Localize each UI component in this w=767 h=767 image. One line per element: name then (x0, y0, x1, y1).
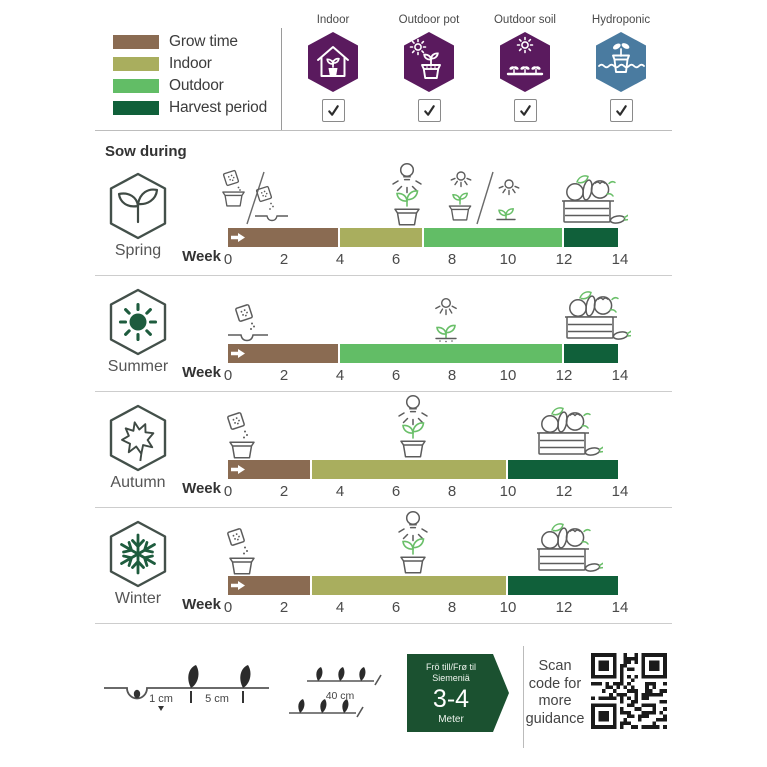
week-tick: 14 (611, 599, 629, 616)
section-separator (95, 130, 672, 131)
legend-label: Indoor (169, 54, 212, 72)
plant-spacing-label: 5 cm (205, 693, 229, 705)
badge-line2: Siemeniä (432, 673, 470, 683)
week-ticks (223, 367, 629, 385)
week-tick: 2 (279, 251, 289, 268)
segment-harvest (564, 344, 618, 363)
sowing-method-outdoor-soil (483, 14, 567, 122)
week-label: Week (182, 248, 221, 265)
plant-leaf-icon (188, 665, 198, 688)
week-tick: 6 (391, 599, 401, 616)
checkmark-icon (422, 103, 437, 118)
sowing-depth-label: 1 cm (149, 693, 173, 705)
method-checkbox[interactable] (610, 99, 633, 122)
week-tick: 0 (223, 599, 233, 616)
season-row-autumn (95, 392, 672, 508)
sow-pot-icon (225, 527, 259, 575)
season-label: Spring (114, 242, 162, 259)
week-tick: 4 (335, 367, 345, 384)
week-tick: 6 (391, 483, 401, 500)
week-tick: 0 (223, 483, 233, 500)
method-checkbox[interactable] (418, 99, 441, 122)
season-icon (107, 520, 169, 588)
legend-swatch-outdoor (113, 79, 159, 93)
legend-item-harvest-period (113, 100, 267, 115)
sow-pot-or-soil-icon (222, 169, 290, 227)
method-label: Indoor (316, 14, 350, 26)
bulb-pot-icon (393, 509, 433, 575)
sow-soil-icon (226, 303, 270, 343)
legend-item-outdoor (113, 78, 267, 93)
badge-unit: Meter (438, 714, 464, 725)
legend-swatch-indoor (113, 57, 159, 71)
harvest-crate-icon (525, 403, 603, 459)
method-hexagon-icon (497, 31, 553, 93)
method-hexagon-icon (401, 31, 457, 93)
week-tick: 2 (279, 599, 289, 616)
season-icon (107, 404, 169, 472)
legend-swatch-grow-time (113, 35, 159, 49)
season-icon (107, 172, 169, 240)
week-tick: 10 (499, 251, 517, 268)
week-tick: 0 (223, 367, 233, 384)
season-row-spring (95, 160, 672, 276)
season-label: Autumn (110, 474, 166, 491)
legend-label: Harvest period (169, 98, 267, 116)
week-tick: 8 (447, 483, 457, 500)
week-tick: 6 (391, 367, 401, 384)
checkmark-icon (326, 103, 341, 118)
week-tick: 8 (447, 367, 457, 384)
week-tick: 6 (391, 251, 401, 268)
segment-indoor (312, 576, 506, 595)
depth-arrow-icon (158, 706, 164, 711)
badge-line1: Frö till/Frø til (426, 662, 476, 672)
week-tick: 2 (279, 483, 289, 500)
week-tick: 12 (555, 251, 573, 268)
segment-indoor (340, 228, 422, 247)
sun-pot-or-soil-icon (446, 169, 530, 227)
sowing-method-outdoor-pot (387, 14, 471, 122)
method-label: Hydroponic (591, 14, 651, 26)
bulb-pot-icon (387, 161, 427, 227)
method-label: Outdoor pot (398, 14, 460, 26)
timeline-bar (228, 460, 620, 479)
legend-item-grow-time (113, 34, 267, 49)
method-checkbox[interactable] (514, 99, 537, 122)
qr-code (584, 646, 674, 736)
week-tick: 14 (611, 483, 629, 500)
week-tick: 14 (611, 251, 629, 268)
seed-coverage-badge (407, 654, 509, 732)
timeline-events (228, 276, 620, 343)
week-tick: 12 (555, 599, 573, 616)
checkmark-icon (614, 103, 629, 118)
season-row-summer (95, 276, 672, 392)
sun-soil-icon (423, 295, 469, 343)
harvest-crate-icon (550, 171, 628, 227)
timeline-bar (228, 228, 620, 247)
segment-harvest (508, 576, 618, 595)
timeline-events (228, 508, 620, 575)
week-label: Week (182, 480, 221, 497)
bulb-pot-icon (393, 393, 433, 459)
legend-swatch-harvest-period (113, 101, 159, 115)
harvest-crate-icon (525, 519, 603, 575)
sowing-method-indoor (291, 14, 375, 122)
sow-pot-icon (225, 411, 259, 459)
segment-indoor (312, 460, 506, 479)
week-tick: 8 (447, 251, 457, 268)
season-timelines (95, 160, 672, 624)
bar-start-arrow-icon (231, 232, 246, 243)
week-tick: 10 (499, 599, 517, 616)
winter-snowflake-icon (119, 535, 157, 573)
week-label: Week (182, 596, 221, 613)
method-hexagon-icon (305, 31, 361, 93)
scan-instruction: Scan code for more guidance (525, 658, 585, 728)
season-label: Winter (114, 590, 162, 607)
season-label: Summer (107, 358, 169, 375)
segment-harvest (564, 228, 618, 247)
timeline-bar (228, 344, 620, 363)
bar-color-legend (113, 34, 267, 115)
sowing-depth-diagram (101, 658, 277, 733)
checkmark-icon (518, 103, 533, 118)
method-checkbox[interactable] (322, 99, 345, 122)
header (95, 12, 672, 130)
week-tick: 4 (335, 251, 345, 268)
sowing-method-hydroponic (579, 14, 663, 122)
summer-sun-icon (121, 305, 156, 340)
bar-start-arrow-icon (231, 464, 246, 475)
season-row-winter (95, 508, 672, 624)
week-tick: 12 (555, 367, 573, 384)
week-label: Week (182, 364, 221, 381)
seed-icon (134, 690, 140, 699)
segment-outdoor (340, 344, 562, 363)
section-title: Sow during (105, 143, 187, 160)
bar-start-arrow-icon (231, 348, 246, 359)
week-tick: 12 (555, 483, 573, 500)
row-spacing-diagram (287, 658, 383, 730)
segment-outdoor (424, 228, 562, 247)
legend-label: Outdoor (169, 76, 224, 94)
header-divider (281, 28, 282, 130)
week-ticks (223, 251, 629, 269)
week-tick: 10 (499, 483, 517, 500)
bar-start-arrow-icon (231, 580, 246, 591)
week-ticks (223, 483, 629, 501)
legend-label: Grow time (169, 32, 238, 50)
week-ticks (223, 599, 629, 617)
week-tick: 14 (611, 367, 629, 384)
method-label: Outdoor soil (493, 14, 556, 26)
badge-value: 3-4 (432, 685, 470, 713)
week-tick: 2 (279, 367, 289, 384)
autumn-leaf-icon (119, 419, 158, 464)
week-tick: 10 (499, 367, 517, 384)
plant-leaf-icon (240, 665, 250, 688)
week-tick: 4 (335, 599, 345, 616)
legend-item-indoor (113, 56, 267, 71)
harvest-crate-icon (553, 287, 631, 343)
week-tick: 4 (335, 483, 345, 500)
season-icon (107, 288, 169, 356)
timeline-events (228, 160, 620, 227)
row-spacing-label: 40 cm (325, 690, 355, 702)
timeline-events (228, 392, 620, 459)
week-tick: 0 (223, 251, 233, 268)
spring-sprout-icon (119, 190, 157, 222)
sowing-methods (291, 14, 663, 122)
timeline-bar (228, 576, 620, 595)
footer (95, 632, 672, 760)
week-tick: 8 (447, 599, 457, 616)
segment-harvest (508, 460, 618, 479)
method-hexagon-icon (593, 31, 649, 93)
